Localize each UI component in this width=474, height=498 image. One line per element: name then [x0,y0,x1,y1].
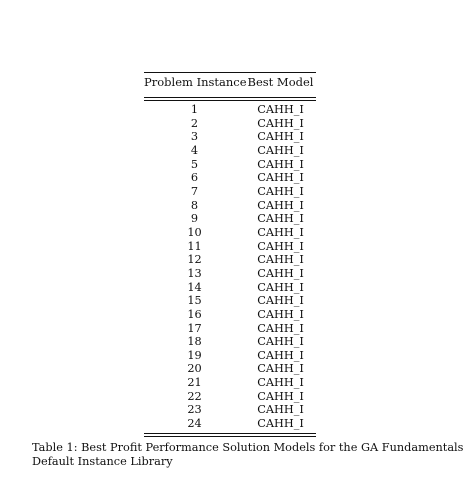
table-row [144,240,316,254]
cell-problem-instance: 15 [187,294,202,308]
table-row [144,349,316,363]
cell-problem-instance: 8 [190,198,199,212]
cell-best-model: CAHH_I [257,253,304,267]
table-caption [32,441,464,469]
cell-problem-instance: 20 [187,362,202,376]
cell-problem-instance: 7 [190,184,199,198]
cell-problem-instance: 18 [187,335,202,349]
cell-best-model: CAHH_I [257,403,304,417]
caption-line-1: Table 1: Best Profit Performance Solution Models for the GA Fundamentals [32,441,464,454]
table-row [144,158,316,172]
table-row [144,212,316,226]
table-row [144,322,316,336]
cell-best-model: CAHH_I [257,362,304,376]
cell-problem-instance: 4 [190,143,199,157]
cell-best-model: CAHH_I [257,335,304,349]
cell-problem-instance: 9 [190,212,199,226]
cell-problem-instance: 12 [187,253,202,267]
table-row [144,417,316,431]
table-row [144,103,316,117]
header-best-model: Best Model [247,75,314,89]
table-row [144,226,316,240]
cell-best-model: CAHH_I [257,348,304,362]
cell-best-model: CAHH_I [257,116,304,130]
table-rows [144,103,316,431]
cell-best-model: CAHH_I [257,389,304,403]
table-row [144,171,316,185]
cell-problem-instance: 21 [187,376,202,390]
table-body [144,103,316,431]
table-row [144,185,316,199]
table-row [144,267,316,281]
cell-problem-instance: 6 [190,171,199,185]
table-row [144,253,316,267]
cell-problem-instance: 16 [187,307,202,321]
table-row [144,130,316,144]
header-problem-instance: Problem Instance [144,75,247,89]
table-row [144,117,316,131]
cell-problem-instance: 11 [187,239,202,253]
cell-problem-instance: 3 [190,130,199,144]
table-row [144,144,316,158]
cell-best-model: CAHH_I [257,171,304,185]
cell-problem-instance: 13 [187,266,202,280]
table-row [144,294,316,308]
cell-best-model: CAHH_I [257,321,304,335]
cell-problem-instance: 1 [190,103,199,116]
header-row [144,73,316,91]
cell-best-model: CAHH_I [257,184,304,198]
cell-best-model: CAHH_I [257,376,304,390]
table-row [144,376,316,390]
table-row [144,199,316,213]
cell-problem-instance: 19 [187,348,202,362]
cell-problem-instance: 10 [187,225,202,239]
table-row [144,390,316,404]
cell-best-model: CAHH_I [257,225,304,239]
cell-problem-instance: 5 [190,157,199,171]
table-row [144,308,316,322]
cell-problem-instance: 17 [187,321,202,335]
cell-best-model: CAHH_I [257,266,304,280]
caption-line-2: Default Instance Library [32,455,173,468]
cell-problem-instance: 14 [187,280,202,294]
cell-best-model: CAHH_I [257,294,304,308]
cell-best-model: CAHH_I [257,130,304,144]
cell-best-model: CAHH_I [257,307,304,321]
cell-best-model: CAHH_I [257,280,304,294]
cell-best-model: CAHH_I [257,198,304,212]
cell-problem-instance: 2 [190,116,199,130]
table-header [144,73,316,91]
cell-best-model: CAHH_I [257,157,304,171]
table-row [144,281,316,295]
cell-best-model: CAHH_I [257,143,304,157]
cell-problem-instance: 23 [187,403,202,417]
table-bottom-double-rule [144,433,316,437]
table-row [144,335,316,349]
results-table [144,72,316,437]
cell-best-model: CAHH_I [257,417,304,431]
table-row [144,362,316,376]
cell-best-model: CAHH_I [257,239,304,253]
cell-problem-instance: 24 [187,417,202,431]
table-row [144,403,316,417]
table-grid [144,73,316,91]
cell-best-model: CAHH_I [257,103,304,116]
cell-problem-instance: 22 [187,389,202,403]
cell-best-model: CAHH_I [257,212,304,226]
